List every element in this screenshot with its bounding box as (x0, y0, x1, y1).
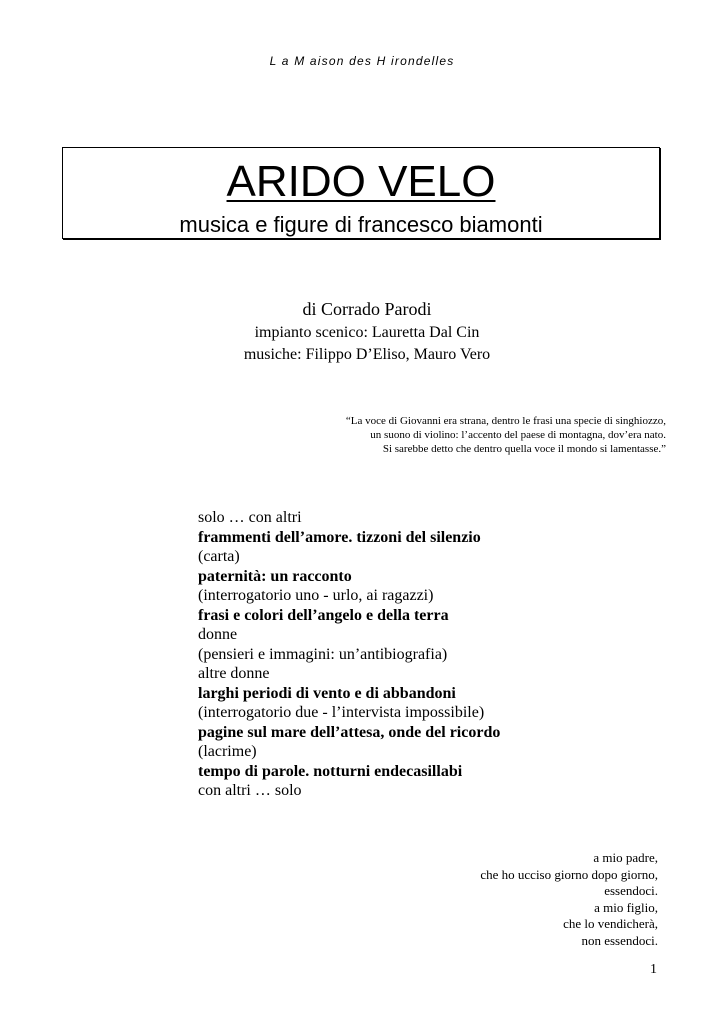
epigraph (346, 414, 666, 456)
programme-item: (interrogatorio due - l’intervista impossibile) (198, 704, 485, 721)
programme-item: solo … con altri (198, 509, 302, 526)
programme-item: (lacrime) (198, 743, 257, 760)
programme-item: donne (198, 626, 238, 643)
programme-item: altre donne (198, 665, 270, 682)
page-number: 1 (650, 962, 657, 977)
author-credit: di Corrado Parodi (302, 299, 432, 319)
programme-item: tempo di parole. notturni endecasillabi (198, 762, 463, 780)
programme-item: (pensieri e immagini: un’antibiografia) (198, 645, 448, 663)
dedication-line: che lo vendicherà, (563, 916, 658, 931)
epigraph-line: “La voce di Giovanni era strana, dentro le frasi una specie di singhiozzo, (345, 415, 666, 427)
programme-item: con altri … solo (198, 782, 302, 799)
dedication-line: a mio figlio, (594, 899, 658, 915)
epigraph-line: un suono di violino: l’accento del paese di montagna, dov’era nato. (370, 429, 666, 441)
programme-list (198, 508, 500, 801)
dedication (480, 850, 658, 949)
document-subtitle: musica e figure di francesco biamonti (179, 212, 543, 237)
dedication-line: che ho ucciso giorno dopo giorno, (480, 866, 658, 882)
programme-item: larghi periodi di vento e di abbandoni (198, 684, 456, 702)
programme-item: (interrogatorio uno - urlo, ai ragazzi) (198, 587, 434, 604)
document-title: ARIDO VELO (226, 157, 496, 206)
credits (0, 296, 724, 366)
programme-item: frasi e colori dell’angelo e della terra (198, 606, 449, 624)
programme-item: (carta) (198, 548, 240, 565)
programme-item: frammenti dell’amore. tizzoni del silenzio (198, 528, 481, 546)
epigraph-line: Si sarebbe detto che dentro quella voce il mondo si lamentasse.” (382, 443, 666, 455)
dedication-line: a mio padre, (593, 850, 658, 865)
dedication-line: essendoci. (604, 883, 658, 898)
title-box (62, 147, 660, 239)
set-design-credit: impianto scenico: Lauretta Dal Cin (254, 324, 480, 341)
dedication-line: non essendoci. (581, 932, 658, 948)
music-credit: musiche: Filippo D’Eliso, Mauro Vero (243, 346, 491, 363)
programme-item: pagine sul mare dell’attesa, onde del ricordo (198, 723, 501, 741)
running-header: L a M aison des H irondelles (269, 54, 455, 68)
programme-item: paternità: un racconto (198, 567, 352, 585)
